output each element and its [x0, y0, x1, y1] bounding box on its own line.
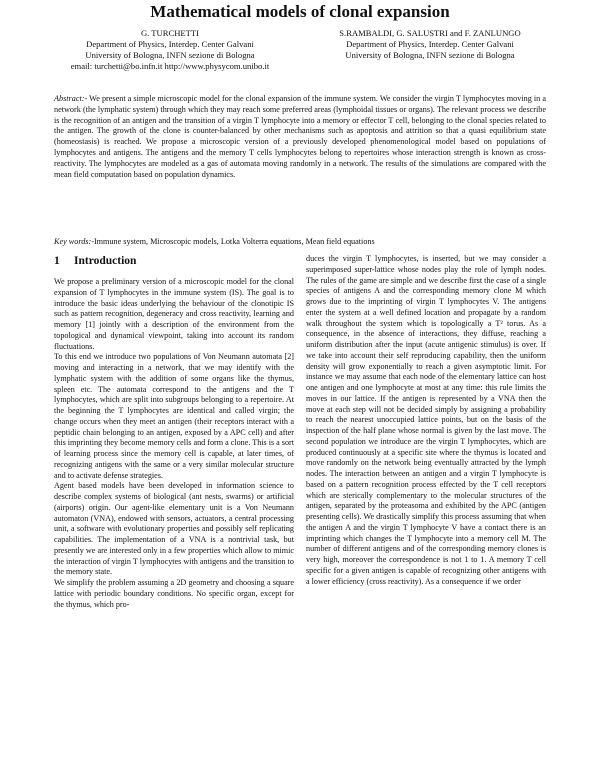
affiliation-line: Department of Physics, Interdep. Center Galvani [346, 39, 514, 49]
author-name: S.RAMBALDI, G. SALUSTRI and F. ZANLUNGO [339, 28, 521, 38]
paragraph: Agent based models have been developed in information science to describe complex systems of biological (ant nests, swarms) or artificial (airports) origin. Our agent-like elementary unit is a Von Neumann automaton (VNA), endowed with sensors, actuators, a central processing unit, a software with evolutionary properties and possibly self replicating capabilities. The implementation of a VNA is a nontrivial task, but presently we are interested only in a few properties which allow to mimic the interaction of virgin T lymphocytes with antigens and the transition to the memory state. [54, 481, 294, 577]
paper-title: Mathematical models of clonal expansion [150, 2, 450, 21]
affiliation-line: University of Bologna, INFN sezione di Bologna [345, 50, 515, 60]
paragraph: We simplify the problem assuming a 2D geometry and choosing a square lattice with periodic boundary conditions. No specific organ, except for the thymus, which pro- [54, 578, 294, 609]
abstract-lead: Abstract:- [54, 94, 88, 103]
keywords [54, 237, 546, 248]
author-contact: email: turchetti@bo.infn.it http://www.physycom.unibo.it [70, 61, 270, 71]
section-number: 1 [54, 255, 60, 267]
abstract-text: We present a simple microscopic model for the clonal expansion of the immune system. We consider the virgin T lymphocytes moving in a network (the lymphatic system) through which they may reach some preferred areas (lymphoidal tissues or organs). The relevant process we describe is the recognition of an antigen and the transition of a virgin T lymphocyte into a memory or effector T cell, belonging to the clonal species related to the antigen. The growth of the clone is counter-balanced by other mechanisms such as apoptosis and attrition so that a quasi equilibrium state (homeostasis) is reached. We propose a microscopic version of a previously developed phenomenological model based on populations of lymphocytes and antigens. The antigens and the memory T cells lymphocytes belong to repertoires whose interaction strength is known as cross-reactivity. The lymphocytes are modeled as a gas of automata moving randomly in a network. The results of the simulations are compared with the mean field computation based on population dynamics. [54, 94, 546, 179]
author-block-2 [310, 28, 550, 61]
keywords-lead: Key words:- [54, 237, 94, 246]
abstract [54, 94, 546, 180]
right-column [306, 254, 546, 587]
affiliation-line: University of Bologna, INFN sezione di Bologna [85, 50, 255, 60]
author-name: G. TURCHETTI [140, 28, 200, 38]
paragraph: duces the virgin T lymphocytes, is inserted, but we may consider a superimposed super-lattice whose nodes play the role of lymph nodes. The rules of the game are simple and we describe first the case of a single species of antigens A and the corresponding memory clone M which grows due to the imprinting of virgin T lymphocytes V. The antigens enter the system at a well defined location and propagate by a random walk throughout the system which is topologically a T² torus. As a consequence, in the absence of interactions, they diffuse, reaching a uniform distribution after the input (acute antigenic stimulus) is over. If we take into account their self reproducing capability, then the uniform density will grow exponentially to reach a given asymptotic limit. For instance we may assume that each node of the elementary lattice can host one antigen and one lymphocyte at most at any time: this rule limits the moves in our lattice. If the antigen is represented by a VNA then the move at each step will not be decided simply by assigning a probability to reach the nearest unoccupied lattice points, but on the basis of the inspection of the half plane whose normal is given by the last move. The second population we introduce are the virgin T lymphocytes, which are produced continuously at a specific site where the thymus is located and move randomly on the network being eventually attracted by the lymph nodes. The interaction between an antigen and a virgin T lymphocyte is based on a pattern recognition process effected by the T cell receptors which are sterically complementary to the molecular structures of the antigen, separated by the proteasoma and exhibited by the APC (antigen presenting cells). We drastically simplify this process assuming that when the antigen A and the virgin T lymphocyte V have a contact there is an imprinting which changes the T lymphocyte into a memory cell M. The number of different antigens and of the corresponding memory clones is very high, moreover the correspondence is not 1 to 1. A memory T cell specific for a given antigen is capable of recognizing other antigens with a lower efficiency (cross reactivity). As a consequence if we order [306, 254, 546, 586]
paragraph: We propose a preliminary version of a microscopic model for the clonal expansion of T lymphocytes in the immune system (IS). The goal is to introduce the basic ideas underlying the behaviour of the clonotipic IS such as pattern recognition, degeneracy and cross reactivity, learning and memory [1] jointly with a description of the environment from the topological and dynamical viewpoint, taking into account its random fluctuations. [54, 277, 294, 351]
author-block-1 [54, 28, 286, 72]
affiliation-line: Department of Physics, Interdep. Center Galvani [86, 39, 254, 49]
paragraph: To this end we introduce two populations of Von Neumann automata [2] moving and interacting in a network, that we may identify with the lymphatic system with the addition of some organs like the thymus, spleen etc. The automata correspond to the antigens and the T lymphocytes, which are split into subgroups belonging to a repertoire. At the beginning the T lymphocytes are identical and called virgin; the change occurs when they meet an antigen (their receptors interact with a peptidic chain belonging to an antigen, exposed by a APC cell) and after this imprinting they become memory cells and form a clone. This is a sort of learning process since the memory cell is capable, at later times, of recognizing antigens with the same or a very similar molecular structure and to activate defense strategies. [54, 352, 294, 480]
left-column [54, 254, 294, 610]
section-heading [54, 254, 294, 268]
keywords-text: Immune system, Microscopic models, Lotka Volterra equations, Mean field equations [93, 237, 375, 246]
section-title: Introduction [74, 255, 137, 267]
